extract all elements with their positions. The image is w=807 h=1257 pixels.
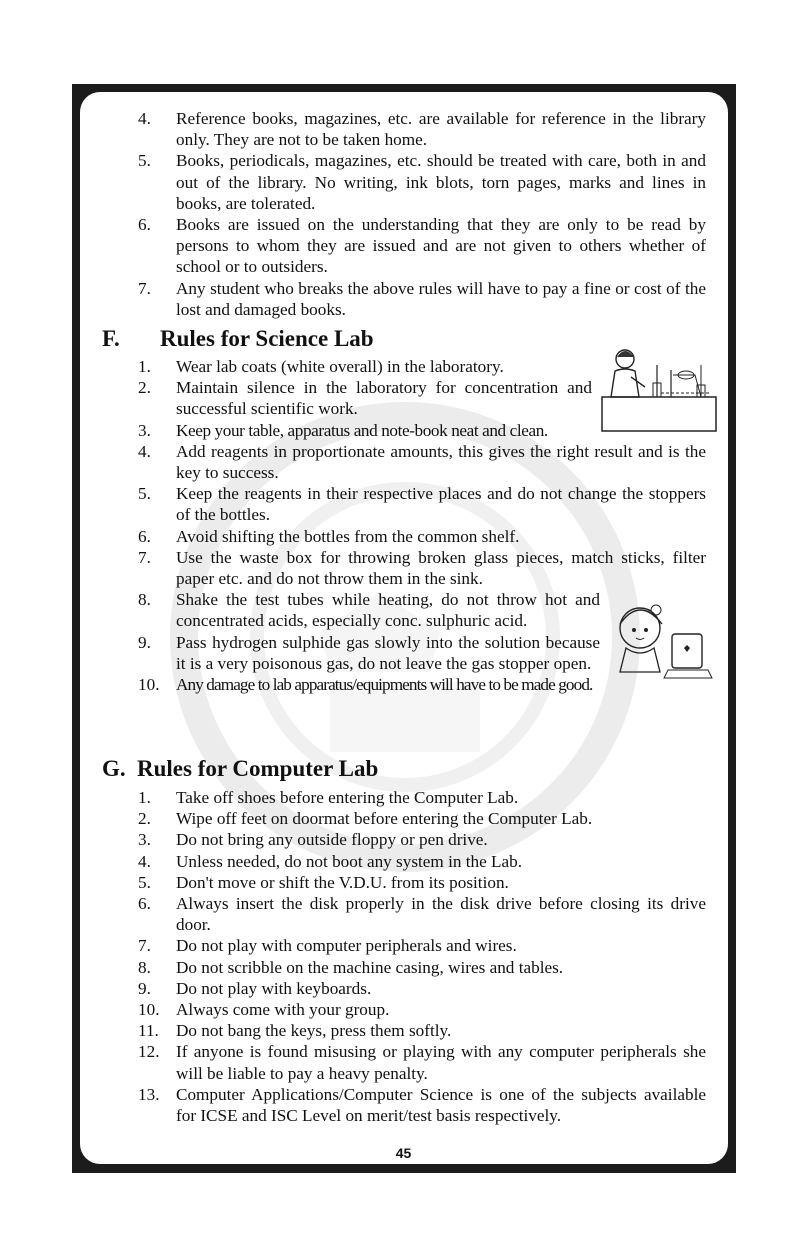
section-f-heading bbox=[102, 326, 374, 352]
list-item bbox=[138, 526, 706, 547]
item-text: Do not play with keyboards. bbox=[176, 978, 372, 998]
item-text: Keep the reagents in their respective places and do not change the stoppers of the bottles. bbox=[176, 484, 706, 525]
section-g-heading bbox=[102, 756, 378, 782]
item-text: Any student who breaks the above rules will have to pay a fine or cost of the lost and damaged books. bbox=[176, 278, 706, 319]
item-number: 9. bbox=[138, 632, 151, 652]
list-item bbox=[138, 356, 706, 377]
list-item bbox=[138, 829, 706, 850]
item-number: 6. bbox=[138, 894, 151, 914]
list-item bbox=[138, 808, 706, 829]
item-text: Don't move or shift the V.D.U. from its position. bbox=[176, 872, 509, 892]
item-number: 10. bbox=[138, 675, 160, 695]
item-text: Unless needed, do not boot any system in the Lab. bbox=[176, 851, 523, 871]
item-text: Wear lab coats (white overall) in the laboratory. bbox=[176, 357, 504, 376]
page-number: 45 bbox=[395, 1145, 412, 1161]
computer-lab-rules-list bbox=[138, 787, 706, 1126]
list-item bbox=[138, 957, 706, 978]
item-text: Do not play with computer peripherals and wires. bbox=[176, 936, 517, 956]
list-item bbox=[138, 108, 706, 150]
item-text: Books are issued on the understanding that they are only to be read by persons to whom they are issued and are not given to others whether of school or to outsiders. bbox=[176, 215, 706, 277]
item-text: Any damage to lab apparatus/equipments will have to be made good. bbox=[176, 675, 593, 695]
list-item bbox=[138, 787, 706, 808]
item-number: 8. bbox=[138, 957, 151, 977]
library-rules-list bbox=[138, 108, 706, 320]
item-text: Books, periodicals, magazines, etc. should be treated with care, both in and out of the library. No writing, ink blots, torn pages, marks and lines in books, are tolerated. bbox=[176, 151, 706, 213]
list-item bbox=[138, 547, 706, 589]
list-item bbox=[138, 978, 706, 999]
list-item bbox=[138, 851, 706, 872]
item-number: 6. bbox=[138, 215, 151, 235]
item-text: Shake the test tubes while heating, do not throw hot and concentrated acids, especially conc. sulphuric acid. bbox=[176, 590, 600, 631]
item-number: 11. bbox=[138, 1021, 159, 1041]
item-number: 7. bbox=[138, 547, 151, 567]
section-f-letter: F. bbox=[102, 326, 120, 351]
item-number: 4. bbox=[138, 851, 151, 871]
item-text: Reference books, magazines, etc. are available for reference in the library only. They are not to be taken home. bbox=[176, 109, 706, 150]
list-item bbox=[138, 872, 706, 893]
item-number: 5. bbox=[138, 151, 151, 171]
section-f-title: Rules for Science Lab bbox=[160, 326, 374, 351]
list-item bbox=[138, 935, 706, 956]
list-item bbox=[138, 278, 706, 320]
section-g-title: Rules for Computer Lab bbox=[137, 756, 379, 781]
list-item bbox=[138, 214, 706, 278]
item-text: Avoid shifting the bottles from the common shelf. bbox=[176, 526, 520, 546]
item-number: 5. bbox=[138, 872, 151, 892]
item-text: Always come with your group. bbox=[176, 1000, 390, 1020]
item-text: Add reagents in proportionate amounts, this gives the right result and is the key to success. bbox=[176, 441, 706, 483]
item-text: Keep your table, apparatus and note-book neat and clean. bbox=[176, 420, 548, 440]
item-text: Use the waste box for throwing broken glass pieces, match sticks, filter paper etc. and do not throw them in the sink. bbox=[176, 547, 706, 589]
item-text: Do not bring any outside floppy or pen drive. bbox=[176, 830, 488, 850]
list-item bbox=[138, 999, 706, 1020]
item-text: Maintain silence in the laboratory for concentration and successful scientific work. bbox=[176, 378, 592, 419]
list-item bbox=[138, 377, 706, 419]
item-text: Take off shoes before entering the Computer Lab. bbox=[176, 788, 519, 807]
item-number: 2. bbox=[138, 809, 151, 829]
list-item bbox=[138, 1041, 706, 1083]
item-number: 8. bbox=[138, 590, 151, 610]
item-number: 9. bbox=[138, 978, 151, 998]
item-number: 7. bbox=[138, 936, 151, 956]
item-text: Pass hydrogen sulphide gas slowly into the solution because it is a very poisonous gas, do not leave the gas stopper open. bbox=[176, 632, 600, 673]
item-text: Wipe off feet on doormat before entering the Computer Lab. bbox=[176, 809, 593, 829]
list-item bbox=[138, 1084, 706, 1126]
item-text: Always insert the disk properly in the disk drive before closing its drive door. bbox=[176, 894, 706, 935]
item-number: 5. bbox=[138, 484, 151, 504]
list-item bbox=[138, 441, 706, 483]
item-number: 2. bbox=[138, 378, 151, 398]
item-number: 3. bbox=[138, 830, 151, 850]
list-item bbox=[138, 420, 706, 441]
list-item bbox=[138, 1020, 706, 1041]
student-at-computer-illustration bbox=[606, 598, 714, 684]
item-number: 1. bbox=[138, 357, 151, 376]
item-number: 4. bbox=[138, 109, 151, 128]
item-number: 7. bbox=[138, 278, 151, 298]
section-g-letter: G. bbox=[102, 756, 126, 781]
item-text: Do not scribble on the machine casing, wires and tables. bbox=[176, 957, 564, 977]
list-item bbox=[138, 150, 706, 214]
item-number: 12. bbox=[138, 1042, 160, 1062]
item-text: Do not bang the keys, press them softly. bbox=[176, 1021, 452, 1041]
item-number: 10. bbox=[138, 1000, 160, 1020]
item-number: 6. bbox=[138, 526, 151, 546]
item-number: 3. bbox=[138, 420, 151, 440]
item-number: 13. bbox=[138, 1084, 160, 1104]
list-item bbox=[138, 483, 706, 525]
list-item bbox=[138, 893, 706, 935]
item-text: Computer Applications/Computer Science is one of the subjects available for ICSE and ISC Level on merit/test basis respectively. bbox=[176, 1084, 706, 1126]
item-number: 4. bbox=[138, 441, 151, 461]
item-number: 1. bbox=[138, 788, 151, 807]
item-text: If anyone is found misusing or playing with any computer peripherals she will be liable to pay a heavy penalty. bbox=[176, 1042, 706, 1083]
